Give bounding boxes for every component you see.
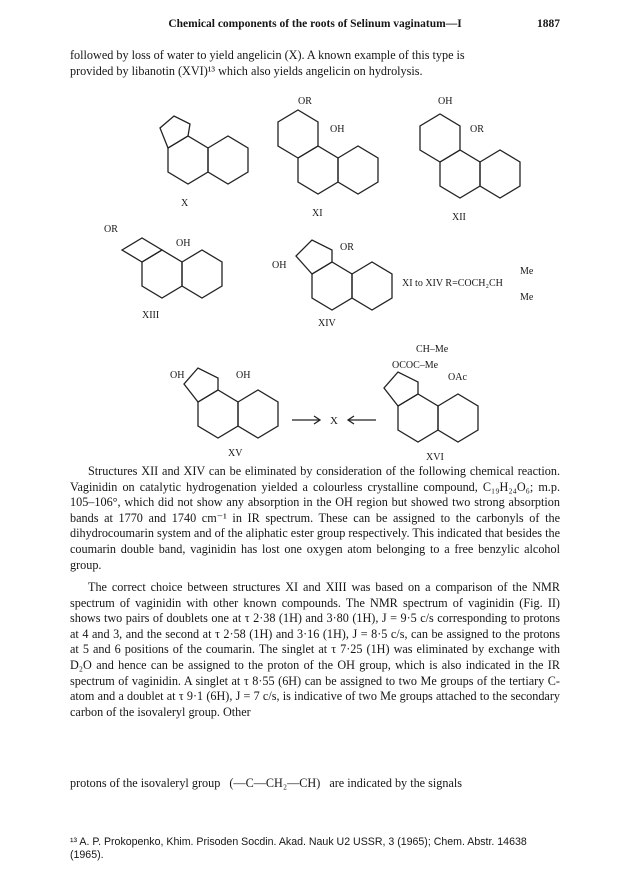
label-oh-xiv: OH xyxy=(272,260,287,271)
label-me-bottom: Me xyxy=(520,292,534,303)
label-oh-xiii: OH xyxy=(176,238,191,249)
label-xvi: XVI xyxy=(426,452,444,463)
protons-left: protons of the isovaleryl group xyxy=(70,776,221,790)
structure-xiii xyxy=(122,238,222,298)
paragraph-3: The correct choice between structures XI and XIII was based on a comparison of the NMR spectrum of vaginidin with other known compounds. The NMR spectrum of vaginidin (Fig. II) shows two pairs of doublets one at τ 2·38 (1H) and 3·80 (1H), J = 9·5 c/s corresponding to protons at 4 and 3, and the second at τ 2·58 (1H) and 3·16 (1H), J = 8·5 c/s, can be assigned to the protons at 5 and 6 positions of the coumarin. The singlet at τ 7·25 (1H) was eliminated by exchange with D₂O and hence can be assigned to the proton of the OH group, which is also indicated in the IR spectrum of vaginidin. A singlet at τ 8·55 (6H) can be assigned to two Me groups of the tertiary C-atom and a doublet at τ 9·1 (6H), J = 7 c/s, is indicative of two Me groups attached to the secondary carbon of the isovaleryl group. Other xyxy=(70,580,560,719)
footnote: ¹³ A. P. Prokopenko, Khim. Prisoden Socdin. Akad. Nauk U2 USSR, 3 (1965); Chem. Abstr. 14638 (1965). xyxy=(70,836,527,861)
label-xii: XII xyxy=(452,212,466,223)
structure-x xyxy=(160,116,248,184)
formula-main: —C—CH₂—CH xyxy=(233,776,317,790)
label-chain-mid: OCOC–Me xyxy=(392,360,439,371)
intro-line-1: followed by loss of water to yield angelicin (X). A known example of this type is xyxy=(70,48,465,62)
page-number: 1887 xyxy=(537,18,560,30)
label-or-xii: OR xyxy=(470,124,484,135)
label-oac: OAc xyxy=(448,372,467,383)
protons-line xyxy=(70,776,560,791)
paragraph-2: Structures XII and XIV can be eliminated by consideration of the following chemical reaction. Vaginidin on catalytic hydrogenation yielded a colourless crystalline compound, C₁₉H₂₄O₆; m.p. 105–106°, which did not show any absorption in the OH region but showed two strong absorption bands at 1770 and 1740 cm⁻¹ in IR spectrum. These can be assigned to the carbonyls of the dihydrocoumarin system and of the aliphatic ester group respectively. This indicated that besides the coumarin double band, vaginidin has lost one oxygen atom belonging to a free benzylic alcohol group. xyxy=(70,464,560,572)
label-xi-to-xiv: XI to XIV R=COCH₂CH xyxy=(402,278,503,289)
intro-line-2: provided by libanotin (XVI)¹³ which also yields angelicin on hydrolysis. xyxy=(70,63,423,78)
label-x: X xyxy=(181,198,189,209)
label-xi: XI xyxy=(312,208,323,219)
running-title: Chemical components of the roots of Selinum vaginatum—I xyxy=(168,18,462,30)
isovaleryl-formula: (—C—CH₂—CH) xyxy=(229,776,321,790)
label-chain-top: CH–Me xyxy=(416,344,449,355)
structure-xv xyxy=(184,368,278,438)
label-me-top: Me xyxy=(520,266,534,277)
label-arrow-x: X xyxy=(330,415,339,427)
label-oh-xi: OH xyxy=(330,124,345,135)
label-or-xi: OR xyxy=(298,96,312,107)
label-oh-xii: OH xyxy=(438,96,453,107)
label-xiv: XIV xyxy=(318,318,336,329)
label-xv: XV xyxy=(228,448,243,459)
label-oh-xv-a: OH xyxy=(170,370,185,381)
structure-xi xyxy=(278,110,378,194)
protons-right: are indicated by the signals xyxy=(329,776,462,790)
label-or-xiv: OR xyxy=(340,242,354,253)
label-xiii: XIII xyxy=(142,310,160,321)
label-or-xiii: OR xyxy=(104,224,118,235)
label-oh-xv-b: OH xyxy=(236,370,251,381)
